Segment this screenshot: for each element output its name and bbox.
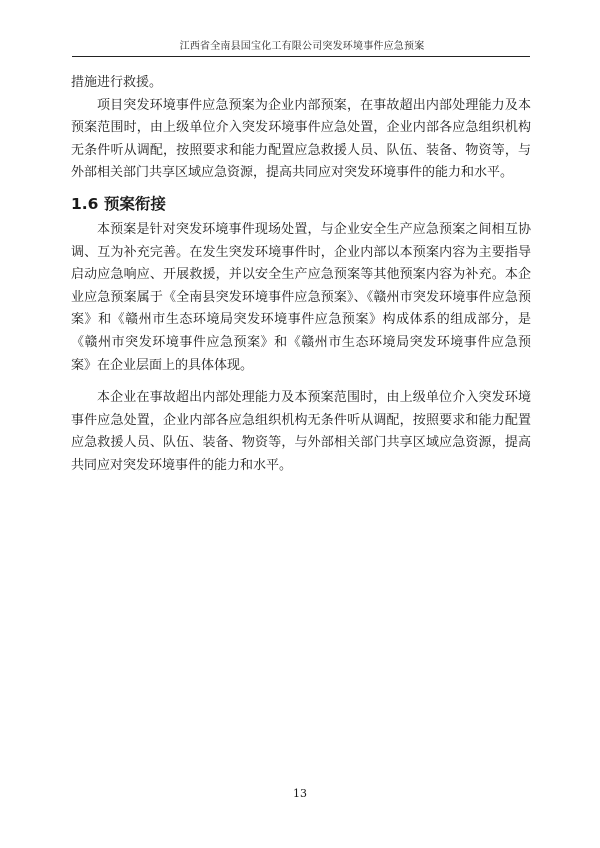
paragraph-escalation: 本企业在事故超出内部处理能力及本预案范围时，由上级单位介入突发环境事件应急处置，企业内部各应急组织机构无条件听从调配，按照要求和能力配置应急救援人员、队伍、装备、物资等，与外部相关部门共享区域应急资源，提高共同应对突发环境事件的能力和水平。 [71, 390, 531, 473]
page-number: 13 [293, 787, 307, 800]
running-header: 江西省全南县国宝化工有限公司突发环境事件应急预案 [179, 41, 425, 52]
paragraph-contingency-scope: 项目突发环境事件应急预案为企业内部预案，在事故超出内部处理能力及本预案范围时，由上级单位介入突发环境事件应急处置，企业内部各应急组织机构无条件听从调配，按照要求和能力配置应急救援人员、队伍、装备、物资等，与外部相关部门共享区域应急资源，提高共同应对突发环境事件的能力和水平。 [71, 97, 531, 181]
document-body [71, 72, 531, 478]
header-rule [72, 56, 530, 57]
paragraph-continuation: 措施进行救援。 [71, 75, 163, 90]
paragraph-plan-linkage: 本预案是针对突发环境事件现场处置，与企业安全生产应急预案之间相互协调、互为补充完善。在发生突发环境事件时，企业内部以本预案内容为主要指导启动应急响应、开展救援，并以安全生产应急预案等其他预案内容为补充。本企业应急预案属于《全南县突发环境事件应急预案》、《赣州市突发环境事件应急预案》和《赣州市生态环境局突发环境事件应急预案》构成体系的组成部分，是《赣州市突发环境事件应急预案》和《赣州市生态环境局突发环境事件应急预案》在企业层面上的具体体现。 [71, 221, 531, 373]
section-heading: 1.6 预案衔接 [71, 194, 166, 213]
paragraph-gap [71, 377, 531, 387]
